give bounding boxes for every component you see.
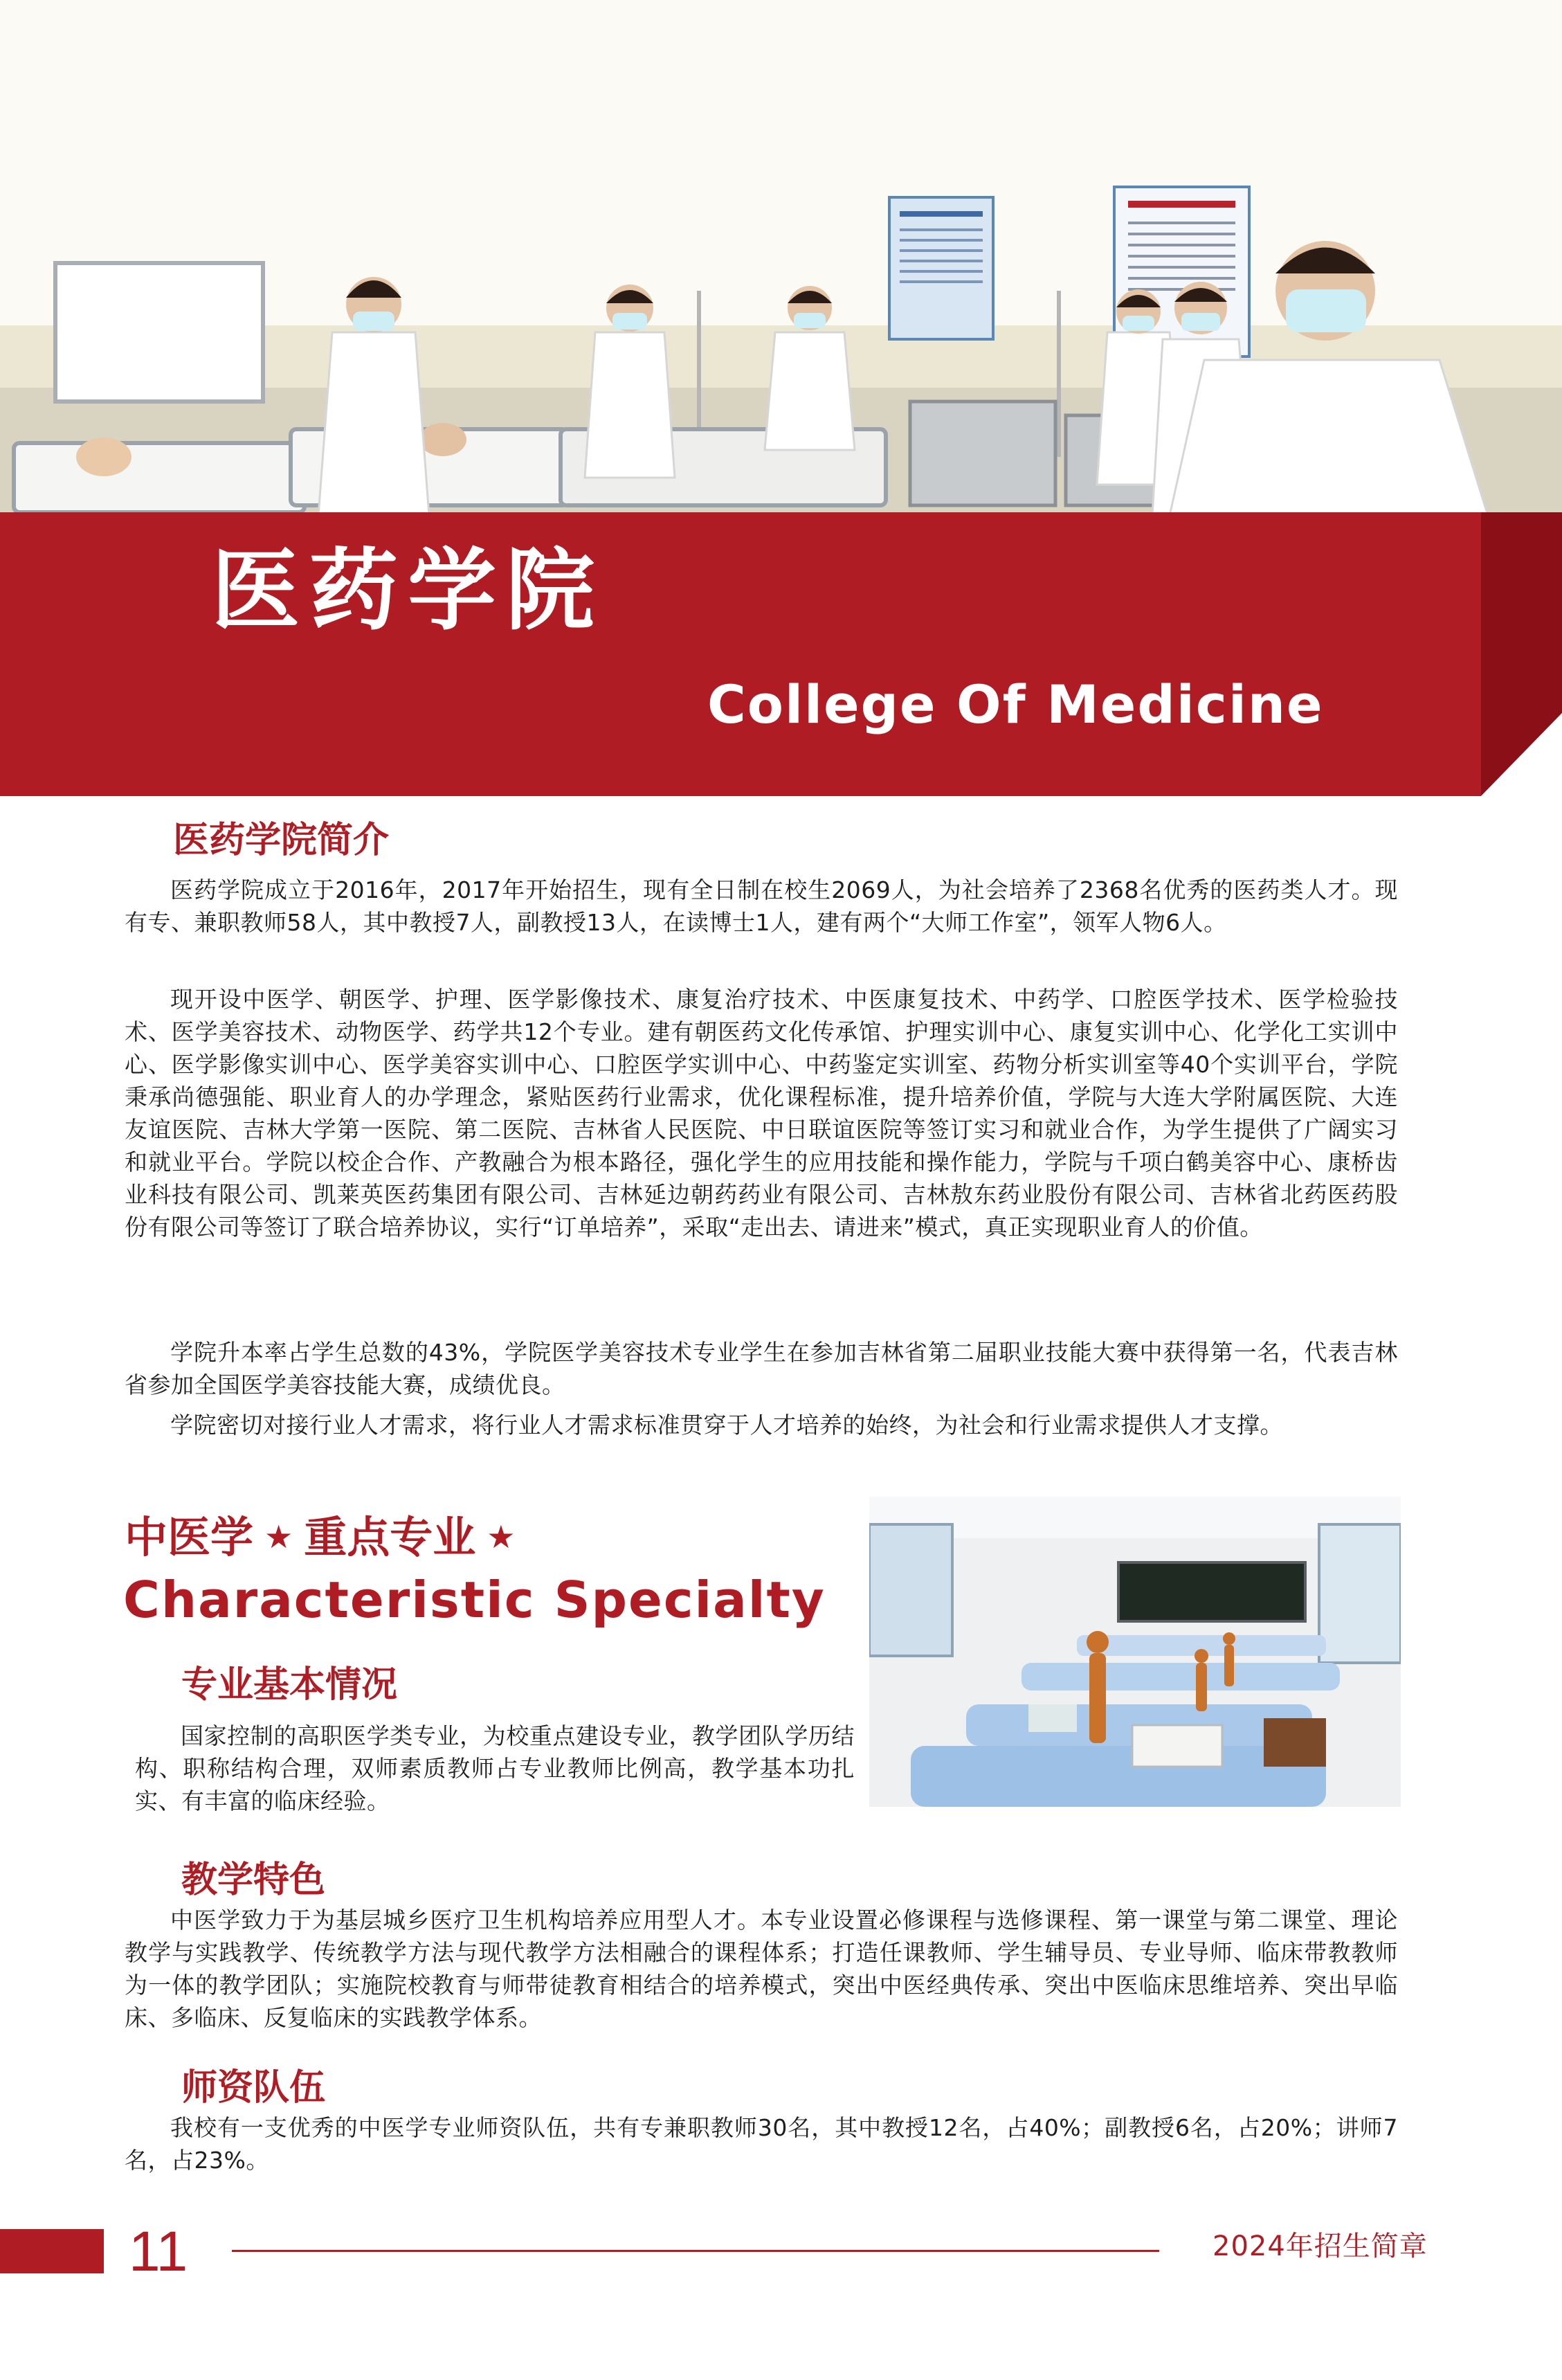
- tcm-classroom-photo: [869, 1497, 1401, 1807]
- footer-red-block: [0, 2229, 104, 2273]
- page-number: 11: [129, 2220, 188, 2283]
- specialty-tag: 重点专业: [304, 1512, 476, 1562]
- section-text-teaching: 中医学致力于为基层城乡医疗卫生机构培养应用型人才。本专业设置必修课程与选修课程、第一课堂与第二课堂、理论教学与实践教学、传统教学方法与现代教学方法相融合的课程体系；打造任课教师、学生辅导员、专业导师、临床带教教师为一体的教学团队；实施院校教育与师带徒教育相结合的培养模式，突出中医经典传承、突出中医临床思维培养、突出早临床、多临床、反复临床的实践教学体系。: [125, 1906, 1398, 2031]
- star-icon: ★: [487, 1518, 516, 1556]
- intro-heading: 医药学院简介: [173, 820, 390, 861]
- footer-divider: [232, 2250, 1159, 2252]
- booklet-title: 2024年招生简章: [1213, 2230, 1428, 2262]
- section-heading-basics: 专业基本情况: [181, 1664, 398, 1706]
- college-title-cn: 医药学院: [211, 539, 605, 642]
- section-text-basics: 国家控制的高职医学类专业，为校重点建设专业，教学团队学历结构、职称结构合理，双师素质教师占专业教师比例高，教学基本功扎实、有丰富的临床经验。: [135, 1722, 855, 1814]
- intro-paragraph-1: 医药学院成立于2016年，2017年开始招生，现有全日制在校生2069人，为社会培养了2368名优秀的医药类人才。现有专、兼职教师58人，其中教授7人，副教授13人，在读博士1人，建有两个“大师工作室”，领军人物6人。: [125, 876, 1398, 936]
- specialty-name: 中医学: [125, 1512, 254, 1562]
- specialty-title: [125, 1512, 527, 1562]
- section-text-faculty: 我校有一支优秀的中医学专业师资队伍，共有专兼职教师30名，其中教授12名，占40%；副教授6名，占20%；讲师7名，占23%。: [125, 2114, 1398, 2174]
- specialty-title-en: Characteristic Specialty: [123, 1571, 826, 1629]
- intro-paragraph-4: 学院密切对接行业人才需求，将行业人才需求标准贯穿于人才培养的始终，为社会和行业需求提供人才支撑。: [170, 1412, 1283, 1439]
- hero-photo-nursing-lab: [0, 0, 1562, 516]
- section-heading-teaching: 教学特色: [181, 1859, 326, 1901]
- section-heading-faculty: 师资队伍: [181, 2067, 326, 2109]
- star-icon: ★: [264, 1518, 293, 1556]
- intro-paragraph-3: 学院升本率占学生总数的43%，学院医学美容技术专业学生在参加吉林省第二届职业技能大赛中获得第一名，代表吉林省参加全国医学美容技能大赛，成绩优良。: [125, 1339, 1398, 1398]
- nursing-lab-illustration: [0, 0, 1562, 516]
- tcm-classroom-illustration: [869, 1497, 1401, 1807]
- intro-paragraph-2: 现开设中医学、朝医学、护理、医学影像技术、康复治疗技术、中医康复技术、中药学、口腔医学技术、医学检验技术、医学美容技术、动物医学、药学共12个专业。建有朝医药文化传承馆、护理实训中心、康复实训中心、化学化工实训中心、医学影像实训中心、医学美容实训中心、口腔医学实训中心、中药鉴定实训室、药物分析实训室等40个实训平台，学院秉承尚德强能、职业育人的办学理念，紧贴医药行业需求，优化课程标准，提升培养价值，学院与大连大学附属医院、大连友谊医院、吉林大学第一医院、第二医院、吉林省人民医院、中日联谊医院等签订实习和就业合作，为学生提供了广阔实习和就业平台。学院以校企合作、产教融合为根本路径，强化学生的应用技能和操作能力，学院与千项白鹤美容中心、康桥齿业科技有限公司、凯莱英医药集团有限公司、吉林延边朝药药业有限公司、吉林敖东药业股份有限公司、吉林省北药医药股份有限公司等签订了联合培养协议，实行“订单培养”，采取“走出去、请进来”模式，真正实现职业育人的价值。: [125, 986, 1398, 1241]
- college-title-en: College Of Medicine: [707, 674, 1324, 735]
